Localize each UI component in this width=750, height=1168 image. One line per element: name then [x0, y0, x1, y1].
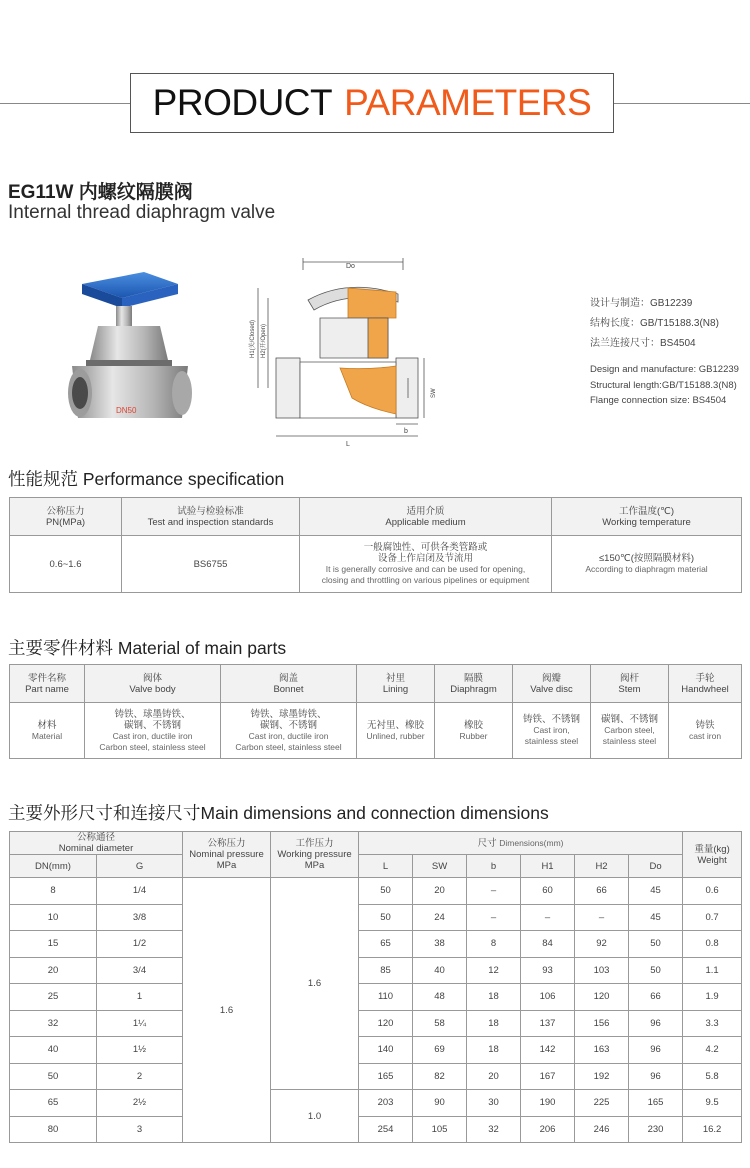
cell-h1: 106: [521, 984, 575, 1011]
material-row-label: [10, 703, 85, 759]
cell-h2: 163: [575, 1037, 629, 1064]
material-en-text: Cast iron, ductile iron: [248, 730, 329, 741]
header-weight: 重量(kg) Weight: [683, 832, 742, 878]
dim-label-h1: H1(关/Closed): [250, 319, 256, 358]
cell-b: 32: [467, 1116, 521, 1143]
cell-g: 1/4: [97, 878, 183, 905]
dimensions-title: 主要外形尺寸和连接尺寸Main dimensions and connection dimensions: [8, 803, 549, 823]
standard-cn-line: 法兰连接尺寸：BS4504: [590, 338, 696, 349]
header-nominal-pressure: 公称压力 Nominal pressure MPa: [183, 832, 271, 878]
standards-en: [590, 362, 739, 409]
cell-do: 66: [629, 984, 683, 1011]
cell-g: 3/4: [97, 957, 183, 984]
cell-w: 16.2: [683, 1116, 742, 1143]
cell-g: 2½: [97, 1090, 183, 1117]
performance-title: 性能规范 Performance specification: [8, 469, 285, 489]
cell-h1: 84: [521, 931, 575, 958]
table-row: [10, 1090, 742, 1117]
cell-h2: –: [575, 904, 629, 931]
dim-label-do: Do: [346, 263, 355, 270]
cell-h1: 167: [521, 1063, 575, 1090]
cell-do: 165: [629, 1090, 683, 1117]
cell-w: 1.1: [683, 957, 742, 984]
material-en-text: Carbon steel,: [604, 725, 655, 735]
cell-do: 45: [629, 904, 683, 931]
cell-w: 0.6: [683, 878, 742, 905]
cell-w: 1.9: [683, 984, 742, 1011]
standard-cn-line: 结构长度：GB/T15188.3(N8): [590, 318, 719, 329]
subheader-h2: H2: [575, 855, 629, 878]
material-title: 主要零件材料 Material of main parts: [8, 638, 287, 658]
cell-h2: 156: [575, 1010, 629, 1037]
standard-en-line: Design and manufacture: GB12239: [590, 364, 739, 375]
table-row: [10, 984, 742, 1011]
table-row: [10, 1037, 742, 1064]
cell-l: 50: [359, 904, 413, 931]
material-table: [9, 664, 742, 759]
header-nominal-diameter: 公称通径 Nominal diameter: [10, 832, 183, 855]
cell-h2: 103: [575, 957, 629, 984]
material-cell: [221, 703, 357, 759]
subheader-l: L: [359, 855, 413, 878]
material-cn-text: 材料: [37, 719, 57, 731]
photo-mark-dn50: DN50: [116, 406, 137, 415]
material-en-text: Rubber: [459, 730, 488, 741]
cell-g: 1/2: [97, 931, 183, 958]
material-header: 衬里 Lining: [357, 665, 435, 703]
cell-sw: 20: [413, 878, 467, 905]
standard-cn-line: 设计与制造：GB12239: [590, 298, 693, 309]
cell-b: 8: [467, 931, 521, 958]
cell-l: 120: [359, 1010, 413, 1037]
material-en-text: stainless steel: [602, 736, 657, 746]
banner-word-product: PRODUCT: [152, 82, 333, 123]
perf-medium: 一般腐蚀性、可供各类管路或 设备上作启闭及节流用 It is generally corrosive and can be used for opening, closing and throttling on various pipelines or equipment: [300, 536, 552, 593]
dim-label-l: L: [346, 441, 350, 448]
material-header: 手轮 Handwheel: [669, 665, 742, 703]
table-row: [10, 1010, 742, 1037]
cell-g: 1½: [97, 1037, 183, 1064]
material-cell: [669, 703, 742, 759]
cell-h2: 120: [575, 984, 629, 1011]
performance-table: [9, 497, 742, 593]
material-cn-text: 碳钢、不锈钢: [259, 719, 317, 731]
cell-w: 5.8: [683, 1063, 742, 1090]
cell-do: 96: [629, 1037, 683, 1064]
cell-l: 65: [359, 931, 413, 958]
cell-w: 0.8: [683, 931, 742, 958]
cell-l: 203: [359, 1090, 413, 1117]
cell-do: 50: [629, 931, 683, 958]
cell-dn: 10: [10, 904, 97, 931]
section-banner: [130, 73, 614, 133]
cell-dn: 20: [10, 957, 97, 984]
cell-b: 18: [467, 1010, 521, 1037]
perf-header: 适用介质 Applicable medium: [300, 498, 552, 536]
cell-l: 165: [359, 1063, 413, 1090]
valve-drawing: [248, 258, 448, 448]
cell-b: 20: [467, 1063, 521, 1090]
header-dimensions: 尺寸 Dimensions(mm): [359, 832, 683, 855]
material-en-text: Unlined, rubber: [366, 730, 425, 741]
cell-do: 96: [629, 1063, 683, 1090]
perf-temperature: ≤150℃(按照隔膜材料) According to diaphragm material: [552, 536, 742, 593]
table-row: [10, 931, 742, 958]
cell-sw: 58: [413, 1010, 467, 1037]
dimensions-table: [9, 831, 742, 1143]
material-en-text: Material: [31, 730, 63, 741]
subheader-sw: SW: [413, 855, 467, 878]
cell-h2: 66: [575, 878, 629, 905]
cell-dn: 80: [10, 1116, 97, 1143]
cell-l: 110: [359, 984, 413, 1011]
cell-h1: 142: [521, 1037, 575, 1064]
cell-do: 230: [629, 1116, 683, 1143]
cell-h2: 192: [575, 1063, 629, 1090]
cell-nominal-pressure: 1.6: [183, 878, 271, 1143]
cell-g: 2: [97, 1063, 183, 1090]
cell-h2: 225: [575, 1090, 629, 1117]
cell-g: 1¼: [97, 1010, 183, 1037]
standard-en-line: Flange connection size: BS4504: [590, 395, 727, 406]
banner-word-parameters: PARAMETERS: [344, 82, 592, 123]
cell-b: 18: [467, 984, 521, 1011]
cell-b: 18: [467, 1037, 521, 1064]
subheader-dn: DN(mm): [10, 855, 97, 878]
cell-h1: –: [521, 904, 575, 931]
material-header: 隔膜 Diaphragm: [435, 665, 513, 703]
material-cn-text: 铸铁、球墨铸铁、: [250, 708, 327, 720]
material-en-text: Cast iron, ductile iron: [112, 730, 193, 741]
cell-h1: 93: [521, 957, 575, 984]
cell-g: 1: [97, 984, 183, 1011]
cell-sw: 40: [413, 957, 467, 984]
cell-sw: 90: [413, 1090, 467, 1117]
cell-dn: 65: [10, 1090, 97, 1117]
cell-h1: 190: [521, 1090, 575, 1117]
cell-sw: 38: [413, 931, 467, 958]
cell-sw: 69: [413, 1037, 467, 1064]
cell-b: –: [467, 878, 521, 905]
dim-label-h2: H2(开/Open): [261, 323, 267, 358]
material-cn-text: 铸铁、球墨铸铁、: [114, 708, 191, 720]
cell-w: 4.2: [683, 1037, 742, 1064]
cell-h2: 92: [575, 931, 629, 958]
material-cell: [591, 703, 669, 759]
cell-w: 9.5: [683, 1090, 742, 1117]
material-cell: [435, 703, 513, 759]
material-cn-text: 碳钢、不锈钢: [600, 714, 658, 725]
standard-en-line: Structural length:GB/T15188.3(N8): [590, 379, 737, 391]
material-en-text: stainless steel: [524, 736, 579, 746]
table-row: [10, 878, 742, 905]
material-cell: [513, 703, 591, 759]
cell-sw: 105: [413, 1116, 467, 1143]
subheader-do: Do: [629, 855, 683, 878]
perf-pn: 0.6~1.6: [10, 536, 122, 593]
cell-w: 0.7: [683, 904, 742, 931]
cell-h1: 137: [521, 1010, 575, 1037]
cell-dn: 40: [10, 1037, 97, 1064]
perf-standard: BS6755: [122, 536, 300, 593]
table-row: [10, 957, 742, 984]
material-en-text: Cast iron,: [533, 725, 570, 735]
material-cn-text: 铸铁: [695, 719, 715, 731]
cell-b: 12: [467, 957, 521, 984]
cell-sw: 24: [413, 904, 467, 931]
dim-label-sw: SW: [431, 388, 437, 398]
model-subtitle: Internal thread diaphragm valve: [8, 202, 276, 223]
cell-w: 3.3: [683, 1010, 742, 1037]
cell-h1: 60: [521, 878, 575, 905]
cell-working-pressure: 1.6: [271, 878, 359, 1090]
cell-h2: 246: [575, 1116, 629, 1143]
table-row: [10, 1063, 742, 1090]
material-cn-text: 碳钢、不锈钢: [123, 719, 181, 731]
material-cn-text: 橡胶: [463, 719, 483, 731]
header-working-pressure: 工作压力 Working pressure MPa: [271, 832, 359, 878]
cell-b: –: [467, 904, 521, 931]
material-header: 阀体 Valve body: [85, 665, 221, 703]
cell-dn: 32: [10, 1010, 97, 1037]
material-en-text: cast iron: [688, 730, 722, 741]
cell-l: 254: [359, 1116, 413, 1143]
material-header: 阀盖 Bonnet: [221, 665, 357, 703]
cell-dn: 8: [10, 878, 97, 905]
cell-g: 3: [97, 1116, 183, 1143]
model-title: EG11W 内螺纹隔膜阀: [8, 182, 193, 203]
dim-label-b: b: [404, 428, 408, 435]
material-cn-text: 无衬里、橡胶: [366, 719, 424, 731]
cell-l: 50: [359, 878, 413, 905]
cell-do: 45: [629, 878, 683, 905]
subheader-g: G: [97, 855, 183, 878]
cell-l: 85: [359, 957, 413, 984]
material-header: 零件名称 Part name: [10, 665, 85, 703]
cell-dn: 15: [10, 931, 97, 958]
cell-do: 96: [629, 1010, 683, 1037]
cell-g: 3/8: [97, 904, 183, 931]
cell-working-pressure: 1.0: [271, 1090, 359, 1143]
table-row: [10, 904, 742, 931]
cell-h1: 206: [521, 1116, 575, 1143]
material-header: 阀瓣 Valve disc: [513, 665, 591, 703]
cell-sw: 82: [413, 1063, 467, 1090]
cell-do: 50: [629, 957, 683, 984]
cell-dn: 25: [10, 984, 97, 1011]
material-header: 阀杆 Stem: [591, 665, 669, 703]
perf-header: 公称压力 PN(MPa): [10, 498, 122, 536]
cell-b: 30: [467, 1090, 521, 1117]
material-en-text: Carbon steel, stainless steel: [235, 741, 342, 752]
cell-dn: 50: [10, 1063, 97, 1090]
cell-sw: 48: [413, 984, 467, 1011]
cell-l: 140: [359, 1037, 413, 1064]
material-cell: [357, 703, 435, 759]
material-cn-text: 铸铁、不锈钢: [522, 714, 580, 725]
table-row: [10, 1116, 742, 1143]
valve-photo: [60, 268, 200, 443]
material-en-text: Carbon steel, stainless steel: [99, 741, 206, 752]
perf-header: 试验与检验标准 Test and inspection standards: [122, 498, 300, 536]
perf-header: 工作温度(℃) Working temperature: [552, 498, 742, 536]
standards-cn: [590, 294, 719, 354]
material-cell: [85, 703, 221, 759]
subheader-h1: H1: [521, 855, 575, 878]
subheader-b: b: [467, 855, 521, 878]
